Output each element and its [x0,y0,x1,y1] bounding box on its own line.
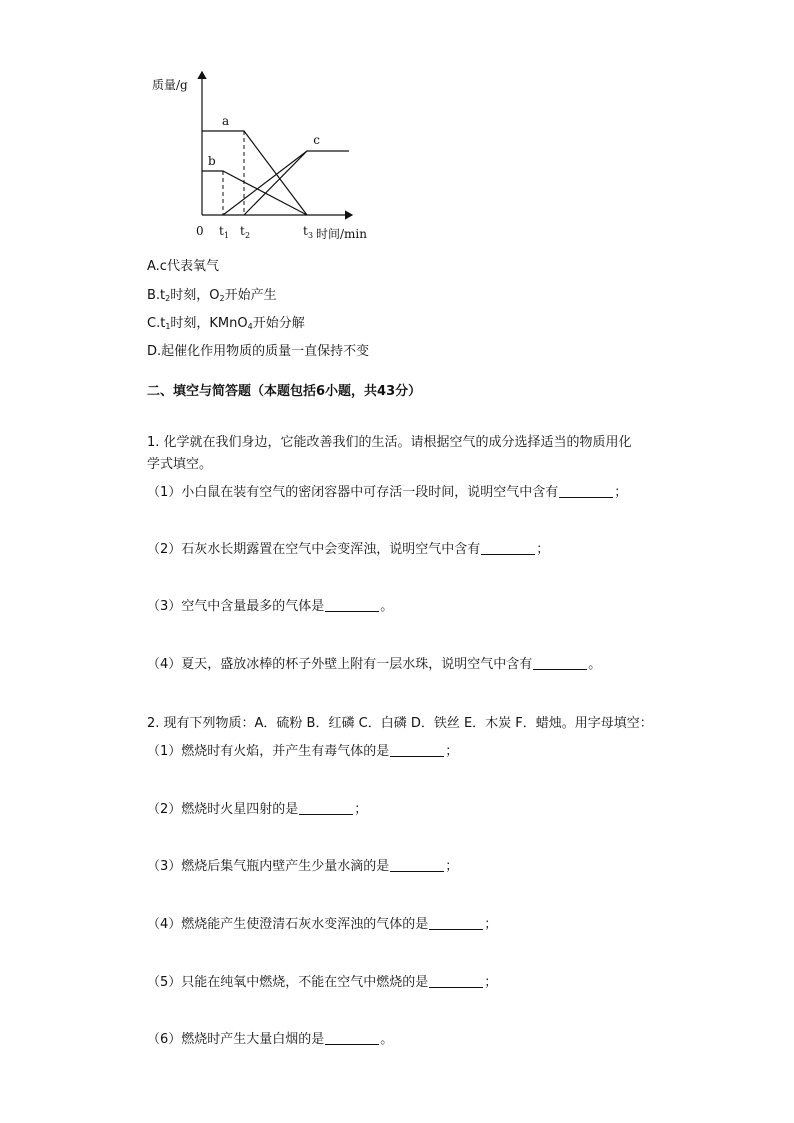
q2-item-label: （3）燃烧后集气瓶内壁产生少量水滴的是 [147,859,390,874]
x-tick-label-3: t [303,224,308,238]
q2-item-3 [147,858,458,876]
q1-item-1 [147,484,627,502]
q1-item-2 [147,541,549,559]
mass-time-chart [0,60,794,310]
q2-item-label: （5）只能在纯氧中燃烧，不能在空气中燃烧的是 [147,975,429,990]
q2-stem: 2. 现有下列物质：A．硫粉 B．红磷 C．白磷 D．铁丝 E．木炭 F．蜡烛。用字母填空： [147,716,653,731]
origin-label: 0 [196,224,204,238]
q1-item-label: （2）石灰水长期露置在空气中会变浑浊，说明空气中含有 [147,542,481,557]
q2-item-6 [147,1031,393,1049]
answer-blank[interactable] [390,744,444,757]
y-axis-label: 质量/g [152,78,188,92]
q2-item-1 [147,743,458,761]
q1-item-end: ； [536,542,550,557]
option-b-suffix: 开始产生 [224,288,277,303]
q2-item-end: ； [354,802,368,817]
series-line-a [202,131,307,215]
answer-blank[interactable] [325,599,379,612]
x-tick-sub-1: 1 [224,231,230,240]
answer-blank[interactable] [481,542,535,555]
q1-item-label: （1）小白鼠在装有空气的密闭容器中可存活一段时间，说明空气中含有 [147,485,559,500]
x-tick-sub-3: 3 [308,231,314,240]
x-tick-sub-2: 2 [245,231,251,240]
answer-blank[interactable] [429,975,483,988]
option-a-text: A.c代表氧气 [147,259,219,274]
q2-item-label: （4）燃烧能产生使澄清石灰水变浑浊的气体的是 [147,917,429,932]
q1-stem-line2: 学式填空。 [147,457,213,472]
option-b-sub2: 2 [219,294,225,303]
option-b-prefix: B.t [147,288,166,303]
q1-item-end: ； [614,485,628,500]
q1-item-end: 。 [588,657,602,672]
q1-item-3 [147,598,393,616]
q2-item-end: ； [445,744,459,759]
option-d-text: D.起催化作用物质的质量一直保持不变 [147,344,370,359]
q2-item-label: （1）燃烧时有火焰，并产生有毒气体的是 [147,744,390,759]
q2-item-end: ； [484,917,498,932]
x-tick-label-1: t [219,224,224,238]
answer-blank[interactable] [325,1032,379,1045]
q2-item-5 [147,974,497,992]
option-c-text: 时刻，KMnO [170,316,248,331]
answer-blank[interactable] [533,657,587,670]
option-b-text: 时刻，O [170,288,220,303]
answer-blank[interactable] [299,802,353,815]
series-line-extra-3 [223,151,307,215]
q2-item-4 [147,916,497,934]
section-title: 二、填空与简答题（本题包括6小题，共43分） [147,384,422,399]
answer-blank[interactable] [559,485,613,498]
series-label-b: b [208,154,216,168]
option-c-sub2: 4 [247,322,253,331]
answer-blank[interactable] [429,917,483,930]
option-c-sub: 1 [165,322,171,331]
answer-blank[interactable] [390,859,444,872]
option-a [147,258,219,276]
series-label-a: a [222,114,230,128]
q2-item-label: （2）燃烧时火星四射的是 [147,802,299,817]
q1-item-label: （3）空气中含量最多的气体是 [147,599,325,614]
q1-item-label: （4）夏天，盛放冰棒的杯子外壁上附有一层水珠，说明空气中含有 [147,657,533,672]
option-b [147,287,277,308]
option-c-prefix: C.t [147,316,166,331]
q2-item-label: （6）燃烧时产生大量白烟的是 [147,1032,325,1047]
q2-item-end: ； [484,975,498,990]
q2-item-end: 。 [380,1032,394,1047]
q1-stem-line1: 1. 化学就在我们身边，它能改善我们的生活。请根据空气的成分选择适当的物质用化 [147,435,632,450]
option-d [147,343,369,361]
q1-item-end: 。 [380,599,394,614]
x-tick-label-2: t [240,224,245,238]
series-line-c [244,151,349,215]
q2-item-2 [147,801,367,819]
option-c [147,315,305,336]
option-c-suffix: 开始分解 [252,316,305,331]
q1-item-4 [147,656,601,674]
chart-marks [202,114,349,240]
x-axis-label: 时间/min [316,227,367,241]
q2-item-end: ； [445,859,459,874]
series-label-c: c [313,133,321,147]
option-b-sub: 2 [165,294,171,303]
